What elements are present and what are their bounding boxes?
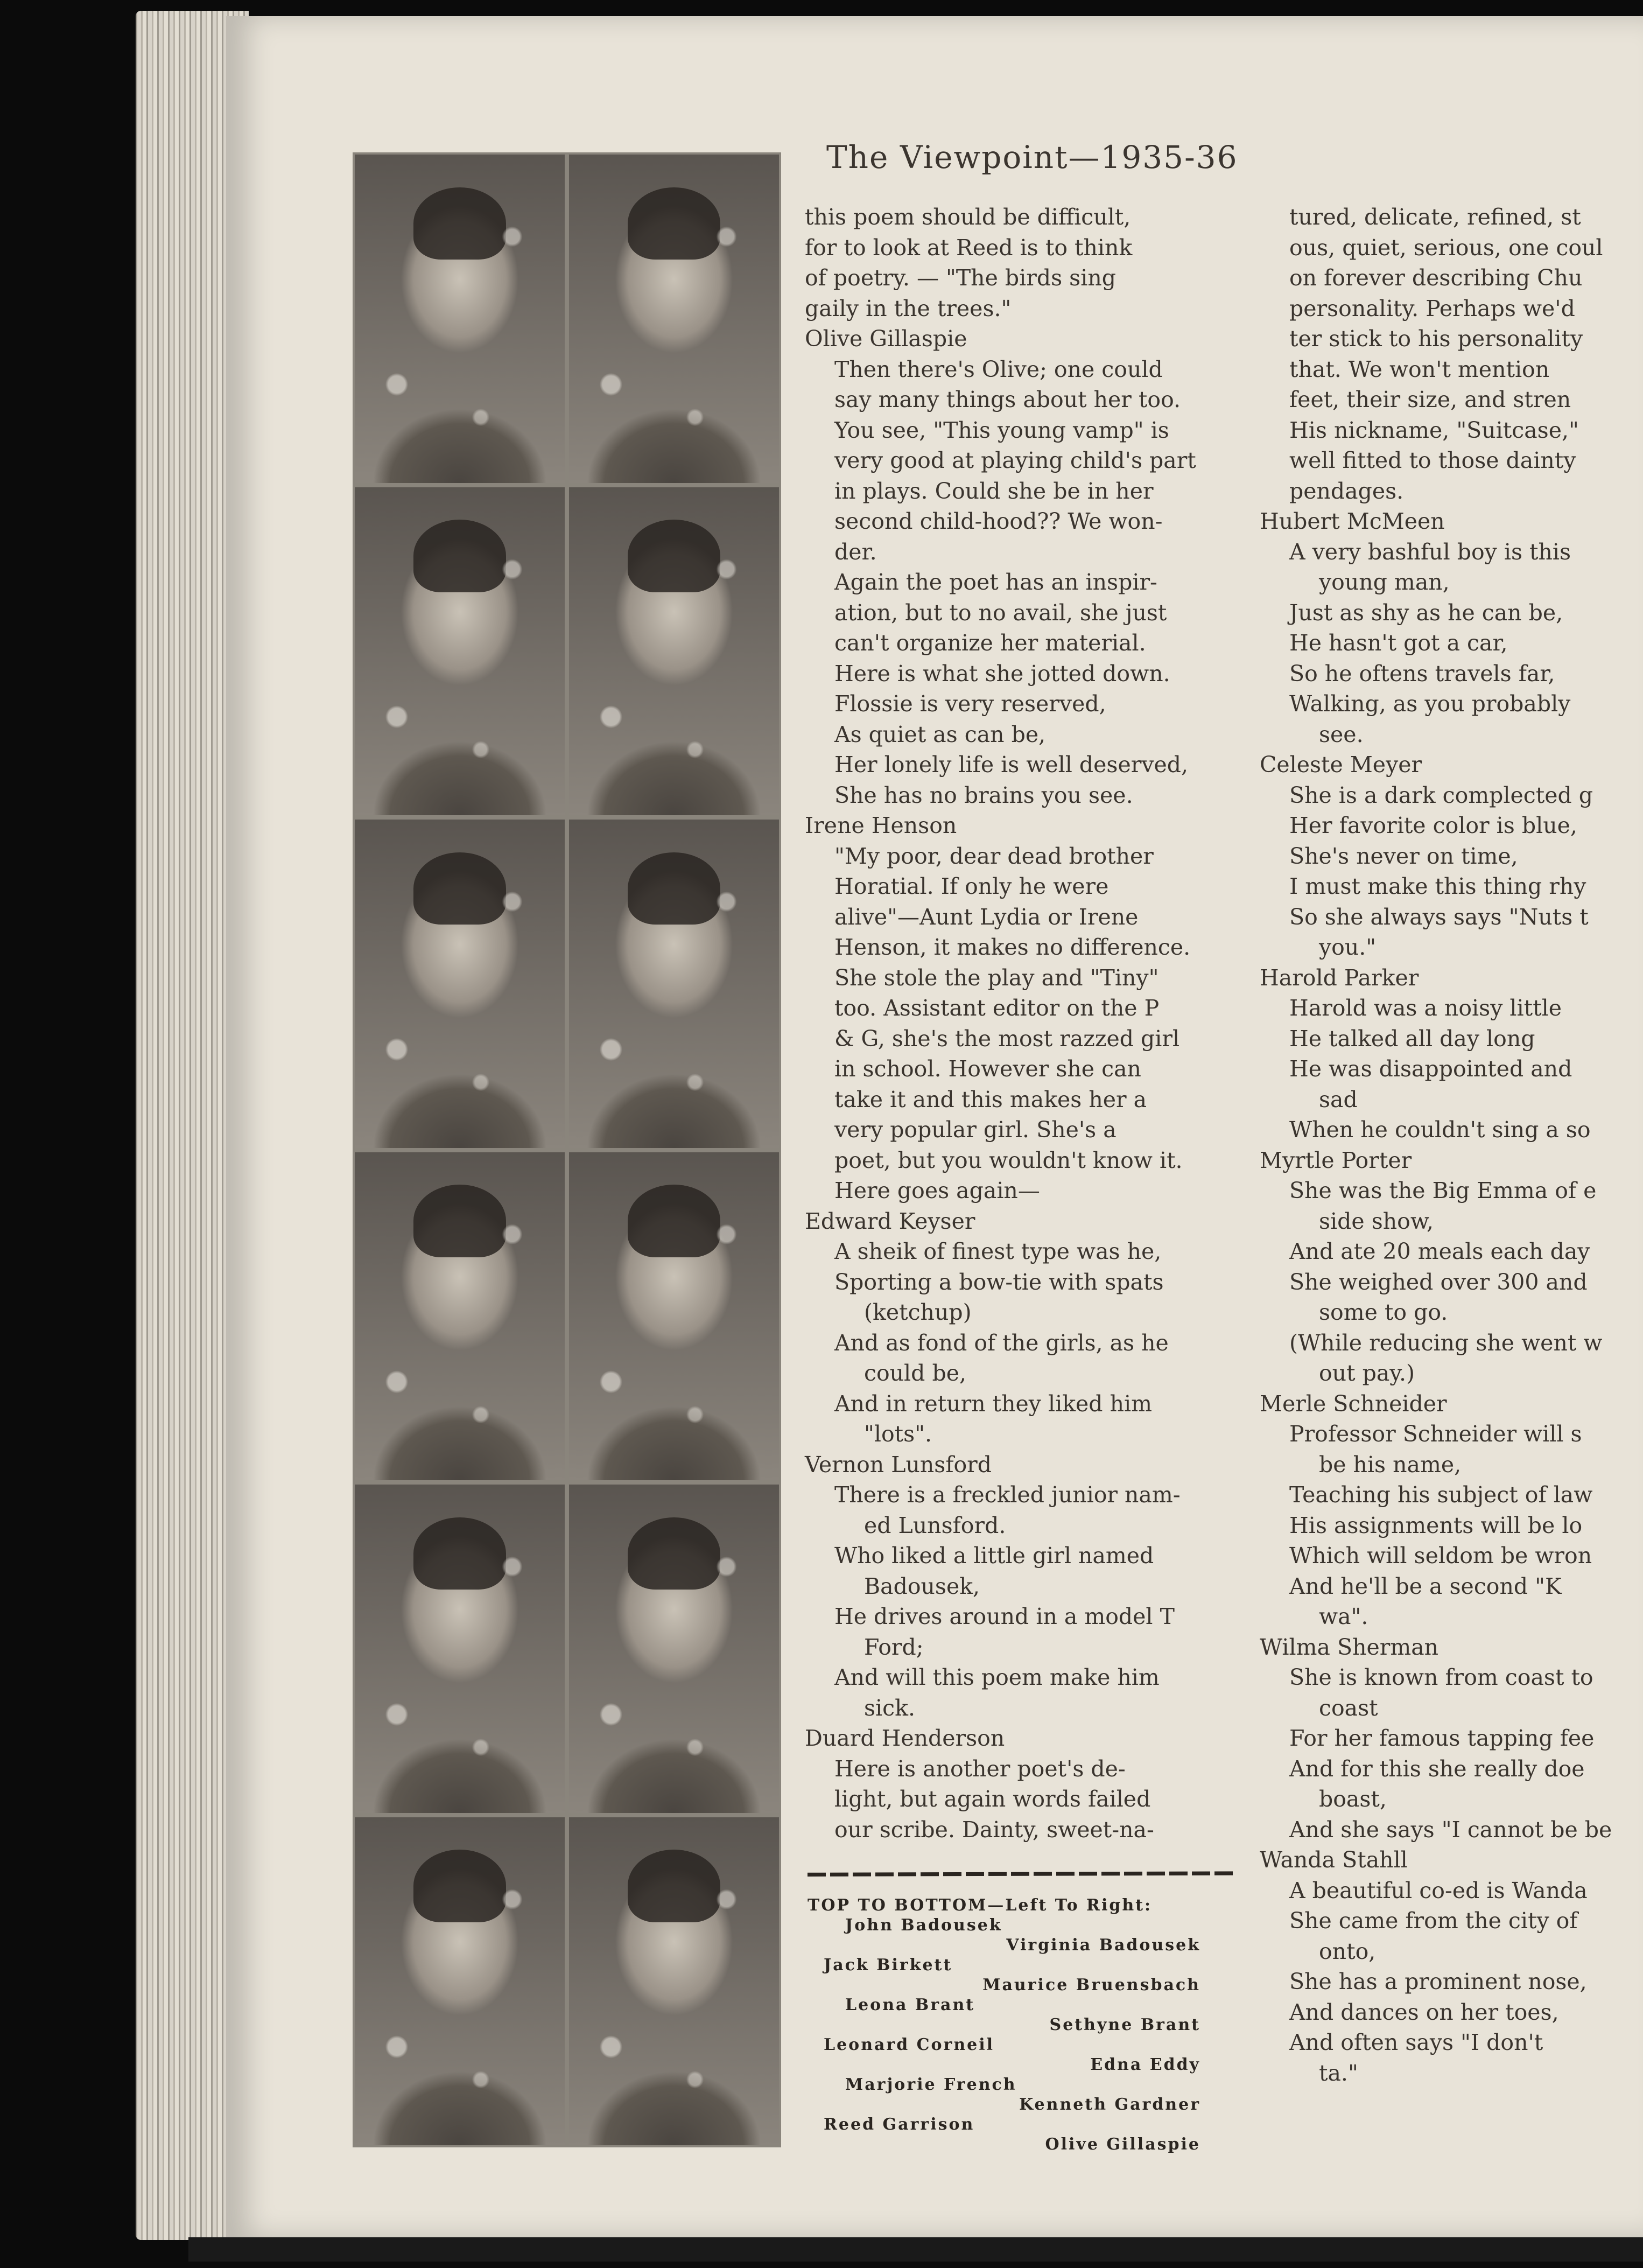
portrait-photo	[567, 1815, 781, 2148]
text-line: Badousek,	[864, 1573, 980, 1599]
text-line: can't organize her material.	[834, 630, 1146, 656]
text-line: And she says "I cannot be be	[1289, 1816, 1612, 1843]
student-name: Merle Schneider	[1260, 1390, 1447, 1417]
caption-name-right: Maurice Bruensbach	[982, 1976, 1200, 1994]
text-line: onto,	[1319, 1938, 1376, 1964]
text-line: And ate 20 meals each day	[1289, 1238, 1590, 1264]
student-name: Irene Henson	[805, 813, 957, 838]
portrait-photo	[353, 1815, 567, 2148]
text-line: And he'll be a second "K	[1289, 1573, 1562, 1599]
student-name: Wanda Stahll	[1260, 1847, 1408, 1873]
text-line: A beautiful co-ed is Wanda	[1289, 1877, 1588, 1903]
text-line: take it and this makes her a	[834, 1086, 1147, 1112]
header-title: Viewpoint	[900, 139, 1069, 176]
caption-name-left: John Badousek	[845, 1916, 1002, 1935]
portrait-photo	[353, 152, 567, 485]
text-line: She is a dark complected g	[1289, 782, 1593, 808]
portrait-photo	[567, 1482, 781, 1815]
caption-name-left: Leona Brant	[845, 1996, 975, 2014]
text-line: gaily in the trees."	[805, 295, 1012, 321]
text-line: Which will seldom be wron	[1289, 1543, 1592, 1569]
portrait-photo	[353, 817, 567, 1150]
text-line: As quiet as can be,	[834, 721, 1046, 747]
student-name: Edward Keyser	[805, 1208, 975, 1234]
text-line: our scribe. Dainty, sweet-na-	[834, 1816, 1154, 1843]
text-column-2	[1260, 202, 1643, 2088]
text-line: A very bashful boy is this	[1289, 538, 1571, 565]
text-line: that. We won't mention	[1289, 356, 1550, 382]
text-line: (While reducing she went w	[1289, 1329, 1603, 1356]
student-name: Olive Gillaspie	[805, 326, 967, 352]
text-line: And will this poem make him	[834, 1664, 1160, 1690]
text-line: ter stick to his personality	[1289, 326, 1583, 352]
caption-name-right: Edna Eddy	[1090, 2055, 1200, 2074]
text-line: Flossie is very reserved,	[834, 691, 1106, 717]
caption-name-left: Marjorie French	[845, 2075, 1017, 2094]
text-line: You see, "This young vamp" is	[834, 417, 1169, 443]
text-line: She stole the play and "Tiny"	[834, 964, 1159, 991]
text-line: sick.	[864, 1695, 915, 1721]
text-line: Just as shy as he can be,	[1289, 599, 1563, 626]
text-line: very popular girl. She's a	[834, 1117, 1117, 1143]
text-line: She's never on time,	[1289, 843, 1518, 869]
text-line: ation, but to no avail, she just	[834, 599, 1167, 626]
student-name: Vernon Lunsford	[805, 1451, 992, 1478]
text-line: And as fond of the girls, as he	[834, 1329, 1169, 1356]
text-line: out pay.)	[1319, 1360, 1415, 1386]
text-line: Her favorite color is blue,	[1289, 813, 1577, 838]
portrait-photo	[567, 1150, 781, 1483]
text-line: (ketchup)	[864, 1299, 972, 1325]
text-line: light, but again words failed	[834, 1786, 1151, 1812]
text-line: der.	[834, 538, 877, 565]
photo-caption	[808, 1895, 1200, 2154]
text-line: Here goes again—	[834, 1178, 1040, 1203]
text-line: ed Lunsford.	[864, 1512, 1006, 1538]
text-line: be his name,	[1319, 1451, 1462, 1478]
text-line: feet, their size, and stren	[1289, 387, 1571, 412]
text-line: She has a prominent nose,	[1289, 1969, 1587, 1994]
text-line: His assignments will be lo	[1289, 1512, 1583, 1538]
text-line: When he couldn't sing a so	[1289, 1117, 1591, 1143]
student-name: Myrtle Porter	[1260, 1147, 1412, 1173]
text-line: say many things about her too.	[834, 387, 1181, 412]
text-line: in school. However she can	[834, 1056, 1141, 1082]
text-line: She came from the city of	[1289, 1908, 1578, 1934]
text-line: Horatial. If only he were	[834, 873, 1109, 899]
student-name: Hubert McMeen	[1260, 508, 1445, 534]
text-line: Teaching his subject of law	[1289, 1482, 1593, 1508]
text-line: sad	[1319, 1086, 1358, 1112]
text-line: Ford;	[864, 1634, 924, 1660]
text-line: She is known from coast to	[1289, 1664, 1593, 1690]
text-line: alive"—Aunt Lydia or Irene	[834, 904, 1139, 930]
text-line: young man,	[1319, 569, 1450, 595]
text-line: His nickname, "Suitcase,"	[1289, 417, 1579, 443]
text-line: ous, quiet, serious, one coul	[1289, 234, 1603, 261]
text-line: very good at playing child's part	[834, 447, 1196, 473]
text-column-1	[805, 202, 1235, 1845]
text-line: tured, delicate, refined, st	[1289, 204, 1581, 230]
text-line: could be,	[864, 1360, 966, 1386]
text-line: in plays. Could she be in her	[834, 478, 1154, 504]
text-line: well fitted to those dainty	[1289, 447, 1576, 473]
text-line: And dances on her toes,	[1289, 1999, 1559, 2025]
text-line: some to go.	[1319, 1299, 1448, 1325]
text-line: personality. Perhaps we'd	[1289, 295, 1575, 321]
page-shadow	[188, 2237, 1643, 2262]
text-line: Again the poet has an inspir-	[834, 569, 1157, 595]
caption-name-right: Kenneth Gardner	[1019, 2095, 1200, 2114]
text-line: & G, she's the most razzed girl	[834, 1025, 1180, 1052]
text-line: He was disappointed and	[1289, 1056, 1572, 1082]
text-line: ta."	[1319, 2060, 1358, 2086]
text-line: He talked all day long	[1289, 1025, 1535, 1052]
portrait-photo	[567, 485, 781, 818]
text-line: A sheik of finest type was he,	[834, 1238, 1162, 1264]
text-line: "lots".	[864, 1421, 932, 1447]
text-line: coast	[1319, 1695, 1378, 1721]
portrait-photo	[353, 1150, 567, 1483]
text-line: Here is what she jotted down.	[834, 660, 1170, 687]
text-line: Sporting a bow-tie with spats	[834, 1269, 1164, 1295]
text-line: poet, but you wouldn't know it.	[834, 1147, 1183, 1173]
text-line: see.	[1319, 721, 1364, 747]
caption-name-right: Olive Gillaspie	[1045, 2135, 1200, 2154]
text-line: And often says "I don't	[1289, 2029, 1543, 2055]
caption-name-left: Jack Birkett	[824, 1956, 953, 1975]
text-line: of poetry. — "The birds sing	[805, 265, 1116, 291]
student-name: Duard Henderson	[805, 1725, 1005, 1751]
text-line: Walking, as you probably	[1289, 691, 1571, 717]
text-line: side show,	[1319, 1208, 1434, 1234]
text-line: Professor Schneider will s	[1289, 1421, 1582, 1447]
text-line: She weighed over 300 and	[1289, 1269, 1588, 1295]
text-line: you."	[1319, 934, 1377, 960]
text-line: this poem should be difficult,	[805, 204, 1131, 230]
text-line: Her lonely life is well deserved,	[834, 752, 1189, 778]
text-line: He hasn't got a car,	[1289, 630, 1508, 656]
text-line: So he oftens travels far,	[1289, 660, 1555, 687]
caption-name-right: Sethyne Brant	[1049, 2015, 1200, 2034]
text-line: There is a freckled junior nam-	[834, 1482, 1181, 1508]
page-header	[826, 139, 1238, 176]
caption-name-right: Virginia Badousek	[1006, 1936, 1200, 1955]
text-line: for to look at Reed is to think	[805, 234, 1133, 261]
text-line: Here is another poet's de-	[834, 1755, 1126, 1782]
text-line: And for this she really doe	[1289, 1755, 1585, 1782]
text-line: second child-hood?? We won-	[834, 508, 1163, 534]
caption-name-left: Reed Garrison	[824, 2115, 975, 2134]
text-line: too. Assistant editor on the P	[834, 995, 1160, 1021]
text-line: Then there's Olive; one could	[834, 356, 1163, 382]
text-line: "My poor, dear dead brother	[834, 843, 1154, 869]
text-line: Who liked a little girl named	[834, 1543, 1154, 1569]
text-line: For her famous tapping fee	[1289, 1725, 1595, 1751]
text-line: And in return they liked him	[834, 1390, 1152, 1417]
text-line: on forever describing Chu	[1289, 265, 1583, 291]
portrait-photo	[567, 817, 781, 1150]
portrait-photo	[353, 485, 567, 818]
text-line: So she always says "Nuts t	[1289, 904, 1589, 930]
student-name: Wilma Sherman	[1260, 1634, 1439, 1660]
text-line: wa".	[1319, 1604, 1368, 1629]
caption-heading: TOP TO BOTTOM—Left To Right:	[808, 1896, 1153, 1915]
portrait-photo	[567, 152, 781, 485]
text-line: boast,	[1319, 1786, 1387, 1812]
portrait-photo	[353, 1482, 567, 1815]
text-line: Henson, it makes no difference.	[834, 934, 1191, 960]
portrait-grid	[353, 152, 781, 2147]
header-prefix: The	[826, 139, 889, 176]
text-line: She was the Big Emma of e	[1289, 1178, 1597, 1203]
text-line: He drives around in a model T	[834, 1604, 1175, 1629]
text-line: I must make this thing rhy	[1289, 873, 1586, 899]
text-line: She has no brains you see.	[834, 782, 1133, 808]
student-name: Celeste Meyer	[1260, 752, 1422, 778]
header-years: —1935-36	[1068, 139, 1238, 176]
caption-name-left: Leonard Corneil	[824, 2035, 995, 2054]
text-line: Harold was a noisy little	[1289, 995, 1562, 1021]
student-name: Harold Parker	[1260, 964, 1419, 991]
text-line: pendages.	[1289, 478, 1404, 504]
